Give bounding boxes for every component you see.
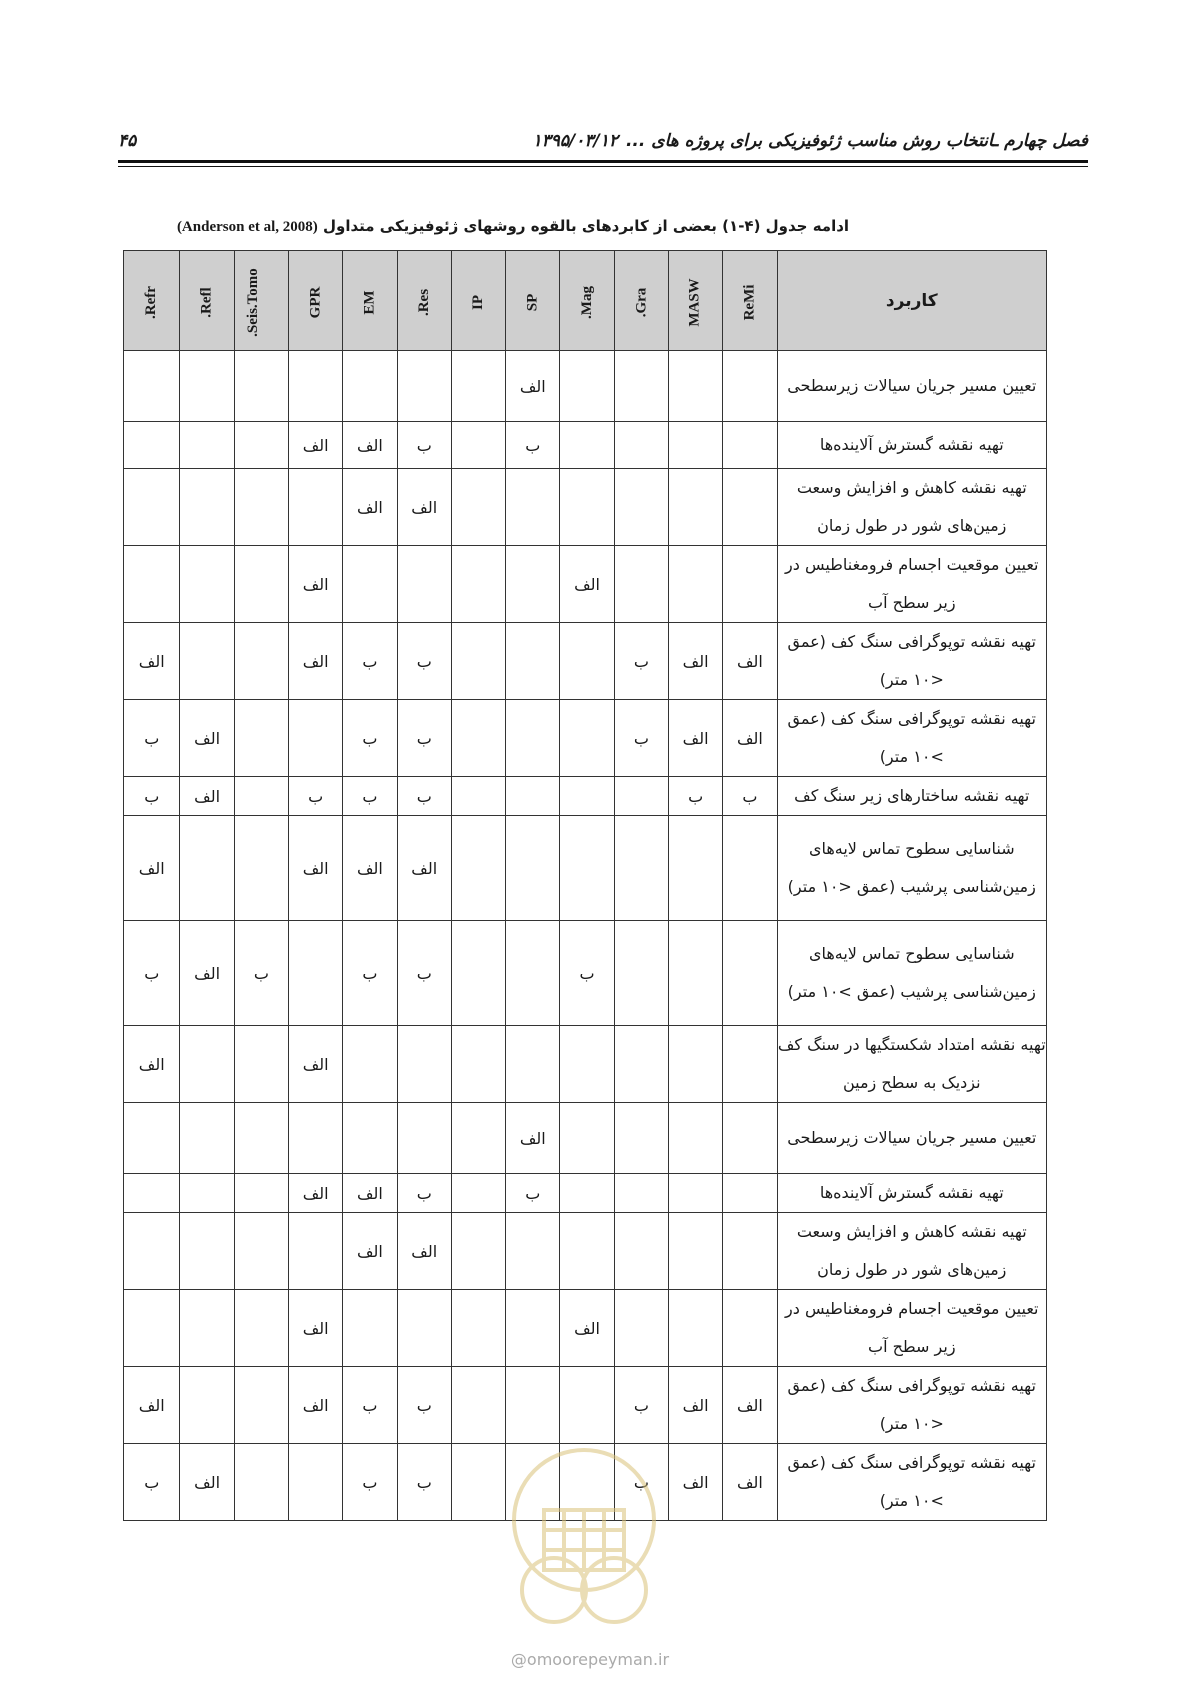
rating-cell xyxy=(506,1367,560,1444)
table-caption xyxy=(118,217,908,236)
rating-cell: الف xyxy=(723,1444,777,1521)
rating-cell xyxy=(289,469,343,546)
rating-cell: الف xyxy=(560,546,614,623)
rating-cell: الف xyxy=(397,469,451,546)
rating-cell xyxy=(723,1103,777,1174)
rating-cell: ب xyxy=(343,777,397,816)
application-cell: تهیه نقشه کاهش و افزایش وسعت زمین‌های شور در طول زمان xyxy=(777,1213,1046,1290)
rating-cell xyxy=(723,469,777,546)
rating-cell xyxy=(289,921,343,1026)
rating-cell xyxy=(180,1213,234,1290)
rating-cell xyxy=(668,1026,722,1103)
rating-cell xyxy=(668,1213,722,1290)
rating-cell: الف xyxy=(289,1026,343,1103)
rating-cell: الف xyxy=(289,546,343,623)
table-row xyxy=(124,623,1047,700)
application-cell: شناسایی سطوح تماس لایه‌های زمین‌شناسی پرشیب (عمق >۱۰ متر) xyxy=(777,921,1046,1026)
rating-cell: الف xyxy=(397,816,451,921)
rating-cell xyxy=(180,1026,234,1103)
rating-cell xyxy=(668,469,722,546)
column-header xyxy=(506,251,560,351)
rating-cell xyxy=(124,422,180,469)
rating-cell xyxy=(124,1174,180,1213)
column-header xyxy=(451,251,505,351)
rating-cell xyxy=(723,546,777,623)
rating-cell: ب xyxy=(397,921,451,1026)
rating-cell xyxy=(614,422,668,469)
rating-cell xyxy=(560,422,614,469)
rating-cell xyxy=(180,816,234,921)
rating-cell xyxy=(343,546,397,623)
rating-cell xyxy=(560,1213,614,1290)
rating-cell: ب xyxy=(397,1444,451,1521)
rating-cell xyxy=(451,1026,505,1103)
column-header-use: کاربرد xyxy=(777,251,1046,351)
rating-cell: الف xyxy=(668,623,722,700)
rating-cell xyxy=(343,1290,397,1367)
rating-cell xyxy=(451,623,505,700)
rating-cell: الف xyxy=(343,816,397,921)
rating-cell xyxy=(560,351,614,422)
rating-cell: ب xyxy=(343,623,397,700)
rating-cell: الف xyxy=(506,1103,560,1174)
rating-cell xyxy=(614,816,668,921)
rating-cell xyxy=(560,623,614,700)
rating-cell xyxy=(180,1174,234,1213)
rating-cell: ب xyxy=(614,1367,668,1444)
rating-cell: الف xyxy=(124,1026,180,1103)
rating-cell: ب xyxy=(397,777,451,816)
rating-cell xyxy=(560,1103,614,1174)
rating-cell: ب xyxy=(124,921,180,1026)
rating-cell: الف xyxy=(289,1174,343,1213)
rating-cell xyxy=(506,921,560,1026)
rating-cell: الف xyxy=(506,351,560,422)
rating-cell: الف xyxy=(124,1367,180,1444)
rating-cell: ب xyxy=(397,1367,451,1444)
rating-cell xyxy=(723,1026,777,1103)
application-cell: تعیین موقعیت اجسام فرومغناطیس در زیر سطح آب xyxy=(777,1290,1046,1367)
rating-cell: ب xyxy=(397,623,451,700)
rating-cell xyxy=(124,546,180,623)
rating-cell xyxy=(668,1103,722,1174)
rating-cell: ب xyxy=(614,1444,668,1521)
rating-cell xyxy=(506,700,560,777)
rating-cell xyxy=(668,546,722,623)
rating-cell xyxy=(124,351,180,422)
rating-cell xyxy=(124,1290,180,1367)
rating-cell: ب xyxy=(124,1444,180,1521)
column-header-label: MASW xyxy=(687,277,704,327)
rating-cell xyxy=(343,1026,397,1103)
caption-reference: (Anderson et al, 2008) xyxy=(176,219,318,235)
rating-cell: ب xyxy=(343,1444,397,1521)
rating-cell xyxy=(180,469,234,546)
rating-cell xyxy=(451,351,505,422)
rating-cell xyxy=(180,546,234,623)
column-header-label: EM xyxy=(361,289,378,315)
rating-cell xyxy=(234,546,288,623)
application-cell: تعیین مسیر جریان سیالات زیرسطحی xyxy=(777,351,1046,422)
rating-cell xyxy=(451,1290,505,1367)
rating-cell xyxy=(343,351,397,422)
rating-cell xyxy=(668,1290,722,1367)
rating-cell xyxy=(506,546,560,623)
rating-cell: ب xyxy=(124,777,180,816)
column-header-label: Seis.Tomo. xyxy=(245,267,262,337)
column-header-label: Mag. xyxy=(578,285,595,319)
table-row xyxy=(124,422,1047,469)
rating-cell: الف xyxy=(180,1444,234,1521)
rating-cell xyxy=(289,1213,343,1290)
rating-cell: الف xyxy=(668,1444,722,1521)
column-header-label: SP xyxy=(524,293,541,311)
rating-cell xyxy=(560,700,614,777)
rating-cell xyxy=(180,351,234,422)
rating-cell xyxy=(451,1103,505,1174)
application-cell: تهیه نقشه توپوگرافی سنگ کف (عمق <۱۰ متر) xyxy=(777,1367,1046,1444)
rating-cell xyxy=(234,469,288,546)
header-rule-thick xyxy=(118,160,1088,163)
rating-cell xyxy=(668,1174,722,1213)
rating-cell xyxy=(668,422,722,469)
rating-cell xyxy=(451,1367,505,1444)
table-row xyxy=(124,1290,1047,1367)
rating-cell xyxy=(723,1290,777,1367)
table-row xyxy=(124,816,1047,921)
rating-cell: ب xyxy=(397,422,451,469)
rating-cell xyxy=(289,1103,343,1174)
rating-cell xyxy=(668,351,722,422)
rating-cell xyxy=(506,623,560,700)
rating-cell xyxy=(451,777,505,816)
rating-cell: ب xyxy=(397,1174,451,1213)
application-cell: تهیه نقشه گسترش آلاینده‌ها xyxy=(777,1174,1046,1213)
column-header xyxy=(560,251,614,351)
caption-text: ادامه جدول (۴-۱) بعضی از کابردهای بالقوه روشهای ژئوفیزیکی متداول xyxy=(323,217,850,235)
rating-cell xyxy=(180,1103,234,1174)
rating-cell: ب xyxy=(124,700,180,777)
rating-cell xyxy=(451,546,505,623)
rating-cell xyxy=(614,469,668,546)
rating-cell: الف xyxy=(723,1367,777,1444)
rating-cell: ب xyxy=(614,700,668,777)
column-header-label: Res. xyxy=(415,288,432,316)
column-header-label: Refl. xyxy=(198,286,215,318)
application-cell: تهیه نقشه امتداد شکستگیها در سنگ کف نزدیک به سطح زمین xyxy=(777,1026,1046,1103)
table-row xyxy=(124,1103,1047,1174)
rating-cell xyxy=(234,1174,288,1213)
rating-cell xyxy=(723,1213,777,1290)
rating-cell: الف xyxy=(668,700,722,777)
table-body xyxy=(124,351,1047,1521)
rating-cell: ب xyxy=(343,1367,397,1444)
rating-cell xyxy=(614,1290,668,1367)
rating-cell: الف xyxy=(180,700,234,777)
rating-cell xyxy=(723,351,777,422)
rating-cell xyxy=(397,351,451,422)
rating-cell: ب xyxy=(668,777,722,816)
application-cell: تهیه نقشه گسترش آلاینده‌ها xyxy=(777,422,1046,469)
table-row xyxy=(124,546,1047,623)
rating-cell xyxy=(234,623,288,700)
rating-cell xyxy=(234,1290,288,1367)
column-header xyxy=(397,251,451,351)
rating-cell: الف xyxy=(289,816,343,921)
table-row xyxy=(124,469,1047,546)
rating-cell xyxy=(343,1103,397,1174)
rating-cell xyxy=(614,1174,668,1213)
rating-cell xyxy=(234,1213,288,1290)
rating-cell xyxy=(234,1444,288,1521)
rating-cell xyxy=(234,1026,288,1103)
rating-cell xyxy=(397,1103,451,1174)
rating-cell: ب xyxy=(723,777,777,816)
rating-cell xyxy=(506,469,560,546)
applications-table xyxy=(123,250,1047,1521)
rating-cell: الف xyxy=(723,623,777,700)
rating-cell xyxy=(180,1290,234,1367)
rating-cell xyxy=(451,1174,505,1213)
table-row xyxy=(124,1367,1047,1444)
column-header xyxy=(234,251,288,351)
rating-cell xyxy=(289,1444,343,1521)
column-header-label: Gra. xyxy=(632,287,649,317)
rating-cell xyxy=(397,1290,451,1367)
rating-cell: ب xyxy=(343,700,397,777)
column-header xyxy=(668,251,722,351)
rating-cell xyxy=(451,469,505,546)
rating-cell: الف xyxy=(289,1367,343,1444)
watermark-logo xyxy=(484,1440,684,1640)
rating-cell: الف xyxy=(723,700,777,777)
rating-cell xyxy=(124,1103,180,1174)
rating-cell xyxy=(560,1174,614,1213)
rating-cell xyxy=(289,700,343,777)
rating-cell xyxy=(397,1026,451,1103)
rating-cell: ب xyxy=(289,777,343,816)
rating-cell xyxy=(668,921,722,1026)
rating-cell: ب xyxy=(397,700,451,777)
rating-cell: ب xyxy=(506,1174,560,1213)
rating-cell: الف xyxy=(668,1367,722,1444)
rating-cell xyxy=(506,816,560,921)
rating-cell: الف xyxy=(343,1174,397,1213)
rating-cell: ب xyxy=(560,921,614,1026)
application-cell: تعیین مسیر جریان سیالات زیرسطحی xyxy=(777,1103,1046,1174)
column-header xyxy=(124,251,180,351)
rating-cell: الف xyxy=(289,422,343,469)
rating-cell xyxy=(234,816,288,921)
rating-cell xyxy=(124,469,180,546)
column-header xyxy=(289,251,343,351)
rating-cell xyxy=(124,1213,180,1290)
rating-cell xyxy=(506,1026,560,1103)
application-cell: تهیه نقشه توپوگرافی سنگ کف (عمق <۱۰ متر) xyxy=(777,623,1046,700)
rating-cell xyxy=(234,1103,288,1174)
application-cell: تهیه نقشه ساختارهای زیر سنگ کف xyxy=(777,777,1046,816)
table-row xyxy=(124,921,1047,1026)
rating-cell xyxy=(723,422,777,469)
column-header-label: Refr. xyxy=(143,285,160,319)
application-cell: تعیین موقعیت اجسام فرومغناطیس در زیر سطح آب xyxy=(777,546,1046,623)
table-row xyxy=(124,1213,1047,1290)
column-header-label: ReMi xyxy=(741,284,758,320)
rating-cell xyxy=(614,351,668,422)
table-row xyxy=(124,351,1047,422)
rating-cell xyxy=(234,422,288,469)
rating-cell xyxy=(451,921,505,1026)
column-header xyxy=(614,251,668,351)
rating-cell: الف xyxy=(343,422,397,469)
rating-cell xyxy=(180,1367,234,1444)
rating-cell xyxy=(614,777,668,816)
rating-cell xyxy=(723,921,777,1026)
rating-cell xyxy=(234,777,288,816)
rating-cell xyxy=(614,1026,668,1103)
rating-cell: الف xyxy=(124,623,180,700)
page-header xyxy=(118,126,1088,162)
table-row xyxy=(124,777,1047,816)
application-cell: تهیه نقشه کاهش و افزایش وسعت زمین‌های شور در طول زمان xyxy=(777,469,1046,546)
rating-cell xyxy=(614,1103,668,1174)
table-row xyxy=(124,1026,1047,1103)
rating-cell: الف xyxy=(560,1290,614,1367)
header-row xyxy=(124,251,1047,351)
rating-cell: ب xyxy=(343,921,397,1026)
column-header-label: IP xyxy=(470,294,486,310)
rating-cell xyxy=(234,700,288,777)
rating-cell xyxy=(723,1174,777,1213)
watermark-site: @omoorepeyman.ir xyxy=(510,1650,670,1669)
rating-cell xyxy=(180,623,234,700)
rating-cell xyxy=(451,700,505,777)
header-rule-thin xyxy=(118,166,1088,167)
rating-cell xyxy=(180,422,234,469)
rating-cell xyxy=(289,351,343,422)
rating-cell: الف xyxy=(343,1213,397,1290)
rating-cell xyxy=(723,816,777,921)
rating-cell xyxy=(234,1367,288,1444)
rating-cell xyxy=(506,1290,560,1367)
rating-cell xyxy=(614,1213,668,1290)
rating-cell: ب xyxy=(234,921,288,1026)
rating-cell: الف xyxy=(124,816,180,921)
rating-cell xyxy=(560,469,614,546)
rating-cell xyxy=(234,351,288,422)
rating-cell xyxy=(614,921,668,1026)
column-header xyxy=(723,251,777,351)
column-header-label: GPR xyxy=(307,286,324,318)
rating-cell xyxy=(451,1213,505,1290)
rating-cell xyxy=(451,816,505,921)
rating-cell: الف xyxy=(397,1213,451,1290)
rating-cell: الف xyxy=(180,921,234,1026)
rating-cell: الف xyxy=(289,623,343,700)
rating-cell: الف xyxy=(343,469,397,546)
table-row xyxy=(124,1174,1047,1213)
rating-cell: الف xyxy=(180,777,234,816)
application-cell: شناسایی سطوح تماس لایه‌های زمین‌شناسی پرشیب (عمق <۱۰ متر) xyxy=(777,816,1046,921)
rating-cell xyxy=(614,546,668,623)
rating-cell xyxy=(560,777,614,816)
chapter-title: فصل چهارم ـانتخاب روش مناسب ژئوفیزیکی برای پروژه های ... xyxy=(625,131,1088,151)
rating-cell xyxy=(560,1026,614,1103)
rating-cell: الف xyxy=(289,1290,343,1367)
rating-cell: ب xyxy=(614,623,668,700)
column-header xyxy=(343,251,397,351)
rating-cell xyxy=(506,777,560,816)
rating-cell xyxy=(560,1367,614,1444)
rating-cell: ب xyxy=(506,422,560,469)
rating-cell xyxy=(560,816,614,921)
rating-cell xyxy=(397,546,451,623)
table-header xyxy=(124,251,1047,351)
header-date: ۱۳۹۵/۰۳/۱۲ xyxy=(532,131,618,151)
application-cell: تهیه نقشه توپوگرافی سنگ کف (عمق >۱۰ متر) xyxy=(777,700,1046,777)
rating-cell xyxy=(451,422,505,469)
rating-cell xyxy=(668,816,722,921)
page-number: ۴۵ xyxy=(118,131,137,151)
application-cell: تهیه نقشه توپوگرافی سنگ کف (عمق >۱۰ متر) xyxy=(777,1444,1046,1521)
table-row xyxy=(124,700,1047,777)
gear-logo-icon xyxy=(484,1440,684,1640)
rating-cell xyxy=(506,1213,560,1290)
